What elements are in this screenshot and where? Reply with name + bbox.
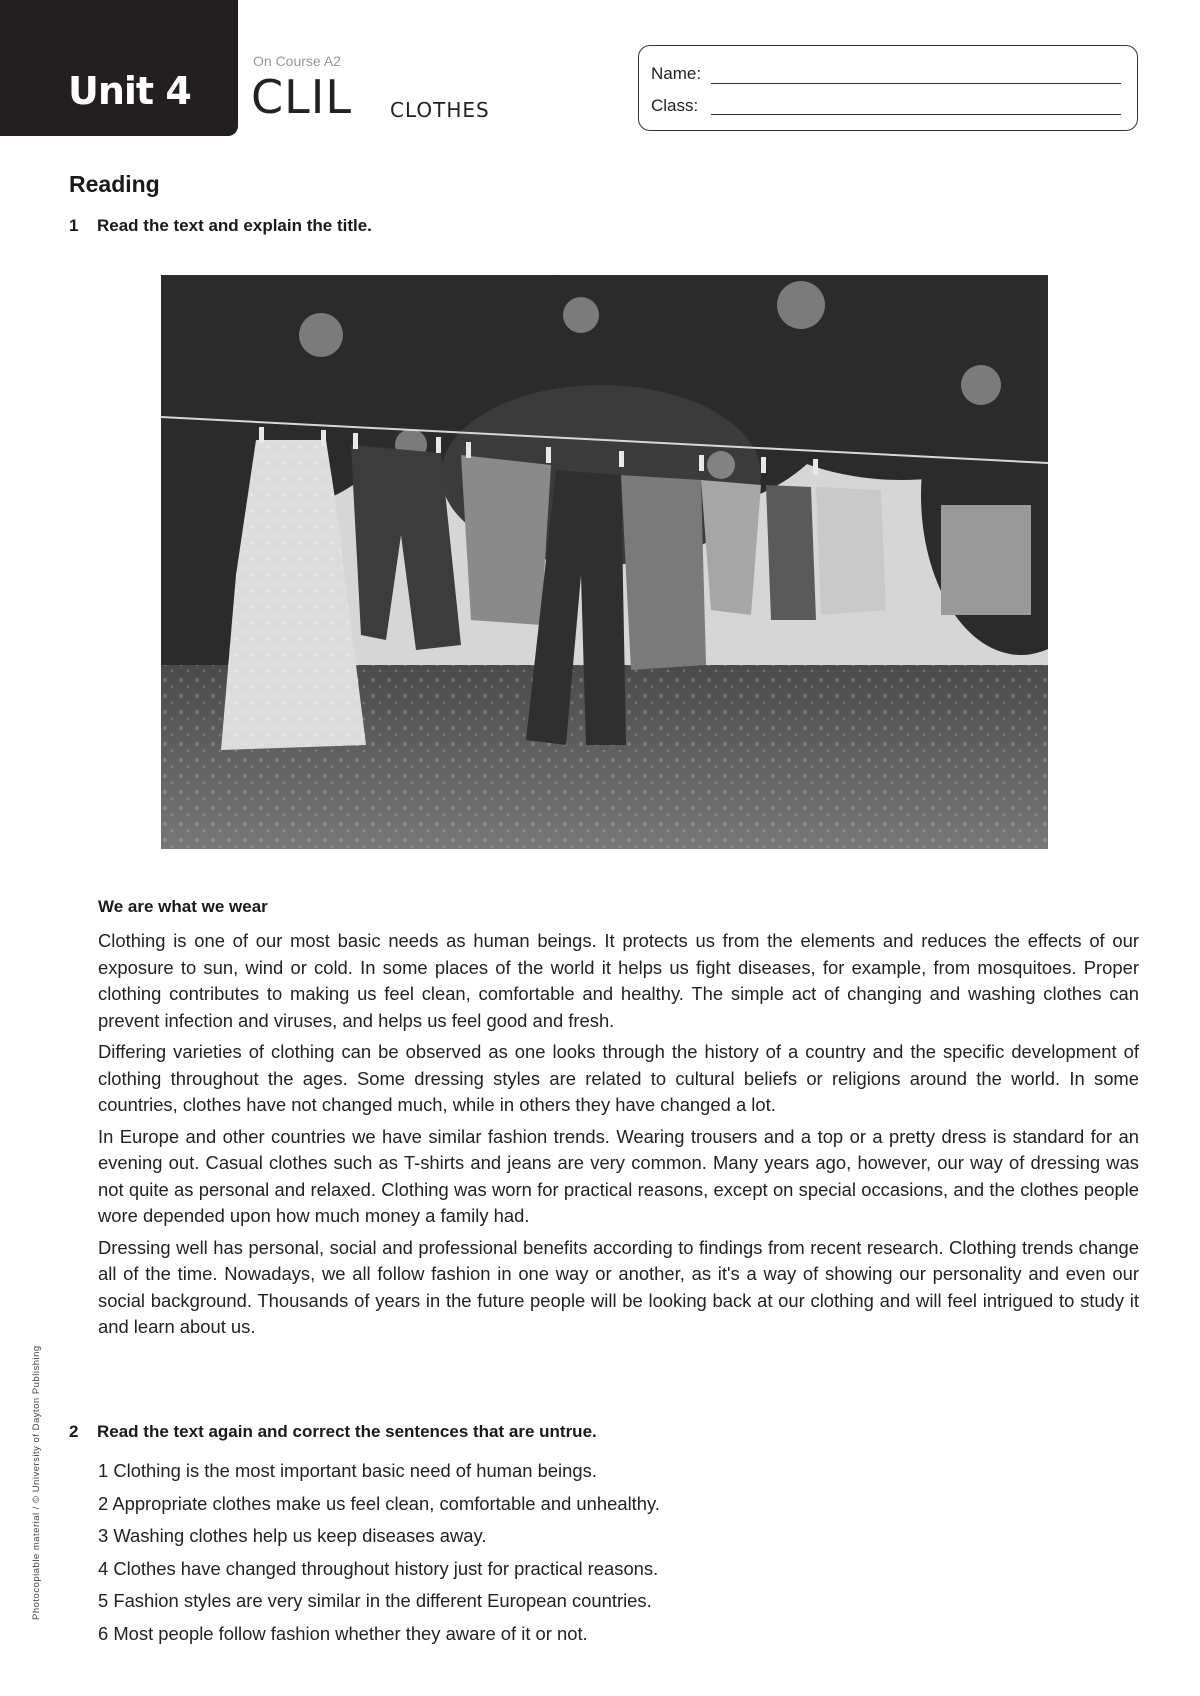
class-field[interactable] [711, 114, 1121, 115]
name-class-box [638, 45, 1138, 131]
clothesline-photo [161, 275, 1048, 849]
task-2-instruction [69, 1422, 597, 1442]
child-shirt [701, 480, 761, 615]
article-paragraph: Differing varieties of clothing can be observed as one looks through the history of a country and the specific development of clothing throughout the ages. Some dressing styles are related to cultural beliefs or religions around the world. In some countries, clothes have not changed much, while in others they have changed a lot. [98, 1041, 1139, 1115]
t-shirt-grey [461, 455, 551, 625]
task-2-number: 2 [69, 1422, 79, 1441]
list-item: 4 Clothes have changed throughout history just for practical reasons. [98, 1557, 659, 1579]
article-paragraph: Dressing well has personal, social and professional benefits according to findings from recent research. Clothing trends change all of the time. Nowadays, we all follow fashion in one way or another, as it's a way of showing our personality and even our social background. Thousands of years in the future people will be looking back at our clothing and will feel intrigued to study it and learn about us. [98, 1236, 1139, 1337]
sentence-list [98, 1455, 660, 1650]
class-label: Class: [651, 96, 699, 115]
article-paragraph: Clothing is one of our most basic needs as human beings. It protects us from the elements and reduces the effects of our exposure to sun, wind or cold. In some places of the world it helps us fight diseases, for example, from mosquitoes. Proper clothing contributes to making us feel clean, comfortable and healthy. The simple act of changing and washing clothes can prevent infection and viruses, and helps us feel good and fresh. [98, 930, 1139, 1031]
article-body [98, 928, 1139, 1346]
article-paragraph: In Europe and other countries we have similar fashion trends. Wearing trousers and a top or a pretty dress is standard for an evening out. Casual clothes such as T-shirts and jeans are very common. Many years ago, however, our way of dressing was not quite as personal and relaxed. Clothing was worn for practical reasons, except on special occasions, and the clothes people wore depended upon how much money a family had. [98, 1125, 1139, 1226]
theme-title: CLOTHES [390, 98, 490, 122]
garden-shed [941, 505, 1031, 615]
list-item: 1 Clothing is the most important basic need of human beings. [98, 1460, 597, 1481]
section-title: Reading [69, 171, 160, 197]
subject-title: CLIL [251, 70, 352, 124]
task-1-number: 1 [69, 216, 79, 235]
copyright-note: Photocopiable material / © University of Dayton Publishing [31, 1345, 42, 1620]
list-item: 6 Most people follow fashion whether they aware of it or not. [98, 1622, 588, 1644]
t-shirt-dark [621, 475, 706, 670]
list-item: 3 Washing clothes help us keep diseases away. [98, 1525, 487, 1546]
course-name: On Course A2 [253, 53, 341, 69]
list-item: 2 Appropriate clothes make us feel clean, comfortable and unhealthy. [98, 1492, 660, 1514]
white-top [816, 487, 886, 615]
tank-top [766, 485, 816, 620]
list-item: 5 Fashion styles are very similar in the different European countries. [98, 1590, 652, 1611]
task-2-text: Read the text again and correct the sentences that are untrue. [97, 1422, 597, 1441]
unit-label: Unit 4 [68, 69, 191, 113]
name-field[interactable] [711, 83, 1121, 84]
task-1-text: Read the text and explain the title. [97, 216, 372, 235]
name-label: Name: [651, 64, 702, 83]
article-title: We are what we wear [98, 897, 268, 916]
unit-tab [0, 0, 238, 136]
task-1-instruction [69, 216, 372, 236]
